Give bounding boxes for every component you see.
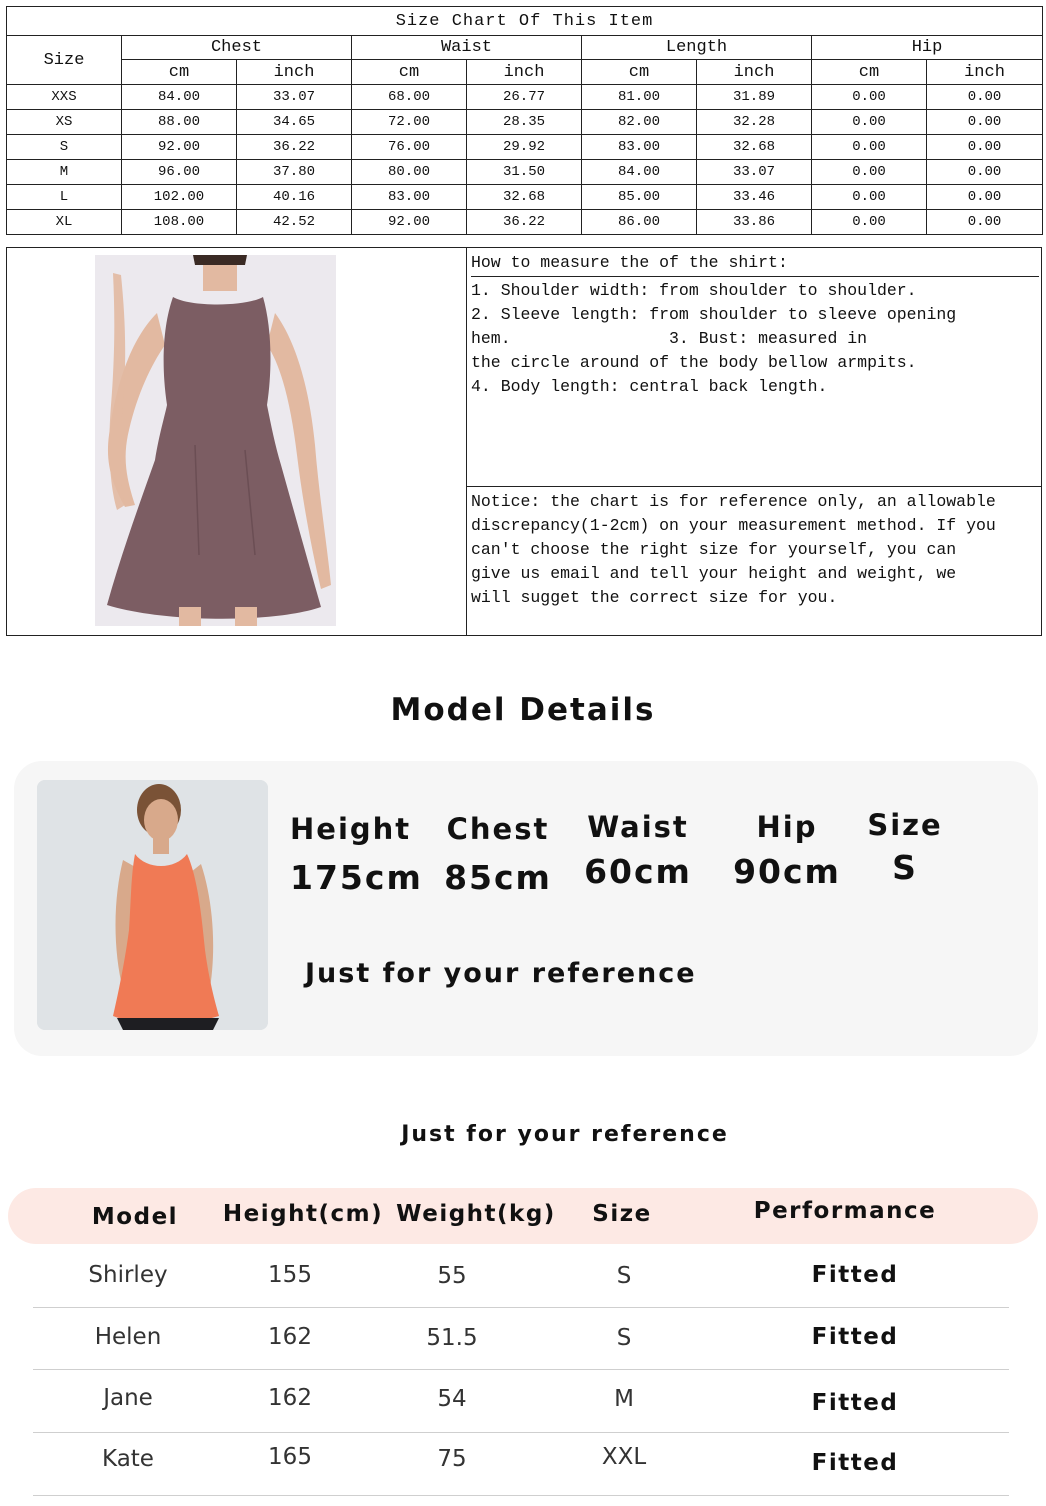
size-value-cell: 82.00 <box>582 110 697 135</box>
size-value-cell: 83.00 <box>352 185 467 210</box>
size-row <box>7 160 1043 185</box>
notice-text <box>471 490 1039 610</box>
size-value-cell: 80.00 <box>352 160 467 185</box>
ref-cell-performance: Fitted <box>811 1262 899 1288</box>
size-value-cell: 0.00 <box>927 85 1043 110</box>
size-value-cell: 33.07 <box>697 160 812 185</box>
ref-cell-performance: Fitted <box>811 1324 899 1350</box>
size-value-cell: 0.00 <box>812 210 927 235</box>
size-value-cell: 33.46 <box>697 185 812 210</box>
size-row <box>7 85 1043 110</box>
size-value-cell: 29.92 <box>467 135 582 160</box>
measure-line: 4. Body length: central back length. <box>471 377 828 396</box>
unit-header: inch <box>237 60 352 85</box>
measure-instructions <box>471 248 1039 399</box>
model-reference-note: Just for your reference <box>305 958 697 989</box>
size-value-cell: 84.00 <box>122 85 237 110</box>
size-value-cell: 92.00 <box>122 135 237 160</box>
size-value-cell: 85.00 <box>582 185 697 210</box>
ref-header-size: Size <box>592 1201 652 1227</box>
model-stat-chest <box>442 812 554 897</box>
size-value-cell: 0.00 <box>812 160 927 185</box>
size-label-cell: S <box>7 135 122 160</box>
size-value-cell: 83.00 <box>582 135 697 160</box>
measure-line: hem. 3. Bust: measured in <box>471 329 868 348</box>
notice-line: Notice: the chart is for reference only, an allowable <box>471 492 996 511</box>
ref-header-height: Height(cm) <box>222 1201 384 1227</box>
reference-row <box>0 1385 1046 1445</box>
size-value-cell: 36.22 <box>467 210 582 235</box>
ref-cell-height: 162 <box>268 1385 312 1411</box>
size-value-cell: 26.77 <box>467 85 582 110</box>
size-value-cell: 0.00 <box>812 110 927 135</box>
size-value-cell: 0.00 <box>927 110 1043 135</box>
measure-heading: How to measure the of the shirt: <box>471 248 1039 277</box>
stat-label: Chest <box>446 812 550 846</box>
ref-cell-model: Shirley <box>88 1262 168 1288</box>
size-label-cell: M <box>7 160 122 185</box>
size-value-cell: 28.35 <box>467 110 582 135</box>
unit-header: inch <box>697 60 812 85</box>
model-illustration <box>37 780 268 1030</box>
size-value-cell: 92.00 <box>352 210 467 235</box>
unit-header: inch <box>927 60 1043 85</box>
size-value-cell: 76.00 <box>352 135 467 160</box>
row-separator <box>33 1307 1009 1308</box>
size-label-cell: XL <box>7 210 122 235</box>
size-value-cell: 36.22 <box>237 135 352 160</box>
size-value-cell: 108.00 <box>122 210 237 235</box>
size-value-cell: 0.00 <box>927 160 1043 185</box>
size-value-cell: 33.07 <box>237 85 352 110</box>
ref-cell-weight: 75 <box>437 1446 467 1472</box>
notice-line: can't choose the right size for yourself, you can <box>471 540 957 559</box>
ref-cell-size: M <box>614 1386 634 1412</box>
notice-line: give us email and tell your height and weight, we <box>471 564 957 583</box>
row-separator <box>33 1432 1009 1433</box>
unit-header: cm <box>812 60 927 85</box>
ref-header-model: Model <box>91 1204 179 1230</box>
group-hip: Hip <box>812 36 1043 60</box>
ref-cell-height: 162 <box>268 1324 312 1350</box>
ref-cell-model: Helen <box>94 1324 162 1350</box>
size-value-cell: 31.89 <box>697 85 812 110</box>
ref-cell-weight: 51.5 <box>426 1325 478 1351</box>
size-value-cell: 102.00 <box>122 185 237 210</box>
ref-header-weight: Weight(kg) <box>396 1201 556 1227</box>
size-value-cell: 0.00 <box>812 85 927 110</box>
ref-cell-performance: Fitted <box>811 1450 899 1476</box>
reference-row <box>0 1446 1046 1506</box>
model-photo <box>37 780 268 1030</box>
ref-cell-weight: 55 <box>437 1263 467 1289</box>
size-value-cell: 72.00 <box>352 110 467 135</box>
stat-label: Hip <box>756 810 818 844</box>
size-value-cell: 40.16 <box>237 185 352 210</box>
group-chest: Chest <box>122 36 352 60</box>
notice-divider <box>466 486 1041 487</box>
group-waist: Waist <box>352 36 582 60</box>
ref-cell-size: S <box>616 1325 632 1351</box>
stat-value: 175cm <box>290 858 423 897</box>
stat-label: Waist <box>587 810 689 844</box>
model-stat-waist <box>580 810 696 891</box>
dress-illustration <box>95 255 336 626</box>
size-value-cell: 96.00 <box>122 160 237 185</box>
unit-header: cm <box>352 60 467 85</box>
stat-label: Height <box>290 812 412 846</box>
size-row <box>7 135 1043 160</box>
size-row <box>7 110 1043 135</box>
size-value-cell: 84.00 <box>582 160 697 185</box>
model-stat-height <box>290 812 423 897</box>
stat-value: S <box>892 848 918 887</box>
size-value-cell: 32.68 <box>467 185 582 210</box>
ref-cell-height: 165 <box>268 1444 312 1470</box>
size-value-cell: 0.00 <box>927 210 1043 235</box>
measure-divider <box>466 248 467 635</box>
size-label-cell: XXS <box>7 85 122 110</box>
measure-line: 2. Sleeve length: from shoulder to sleeve opening <box>471 305 957 324</box>
size-value-cell: 81.00 <box>582 85 697 110</box>
model-stat-size <box>860 808 950 887</box>
notice-line: will sugget the correct size for you. <box>471 588 838 607</box>
size-label-cell: L <box>7 185 122 210</box>
size-header: Size <box>7 36 122 85</box>
model-details-title: Model Details <box>390 692 656 728</box>
group-length: Length <box>582 36 812 60</box>
size-chart-title: Size Chart Of This Item <box>7 7 1043 36</box>
ref-cell-size: XXL <box>601 1444 647 1470</box>
size-value-cell: 0.00 <box>812 135 927 160</box>
stat-value: 85cm <box>444 858 552 897</box>
row-separator <box>33 1369 1009 1370</box>
size-label-cell: XS <box>7 110 122 135</box>
ref-cell-size: S <box>616 1263 632 1289</box>
ref-cell-performance: Fitted <box>811 1390 899 1416</box>
size-row <box>7 210 1043 235</box>
size-value-cell: 32.28 <box>697 110 812 135</box>
ref-cell-model: Kate <box>102 1446 154 1472</box>
ref-cell-model: Jane <box>103 1385 153 1411</box>
unit-header: cm <box>122 60 237 85</box>
size-value-cell: 86.00 <box>582 210 697 235</box>
dress-photo <box>95 255 336 626</box>
ref-cell-weight: 54 <box>437 1386 467 1412</box>
measure-line: 1. Shoulder width: from shoulder to shoulder. <box>471 281 917 300</box>
size-value-cell: 0.00 <box>812 185 927 210</box>
measure-box <box>6 247 1042 636</box>
size-row <box>7 185 1043 210</box>
row-separator <box>33 1495 1009 1496</box>
size-value-cell: 32.68 <box>697 135 812 160</box>
size-value-cell: 68.00 <box>352 85 467 110</box>
measure-line: the circle around of the body bellow armpits. <box>471 353 917 372</box>
ref-header-performance: Performance <box>753 1198 937 1224</box>
stat-value: 60cm <box>584 852 692 891</box>
reference-title: Just for your reference <box>401 1122 729 1147</box>
stat-label: Size <box>867 808 943 842</box>
notice-line: discrepancy(1-2cm) on your measurement method. If you <box>471 516 996 535</box>
size-value-cell: 31.50 <box>467 160 582 185</box>
size-value-cell: 0.00 <box>927 135 1043 160</box>
size-chart-table <box>6 6 1043 235</box>
size-value-cell: 88.00 <box>122 110 237 135</box>
unit-header: inch <box>467 60 582 85</box>
unit-header: cm <box>582 60 697 85</box>
size-value-cell: 0.00 <box>927 185 1043 210</box>
reference-row <box>0 1324 1046 1384</box>
model-stat-hip <box>728 810 846 891</box>
size-value-cell: 42.52 <box>237 210 352 235</box>
size-value-cell: 34.65 <box>237 110 352 135</box>
stat-value: 90cm <box>733 852 841 891</box>
ref-cell-height: 155 <box>268 1262 312 1288</box>
size-value-cell: 33.86 <box>697 210 812 235</box>
size-value-cell: 37.80 <box>237 160 352 185</box>
reference-row <box>0 1262 1046 1322</box>
